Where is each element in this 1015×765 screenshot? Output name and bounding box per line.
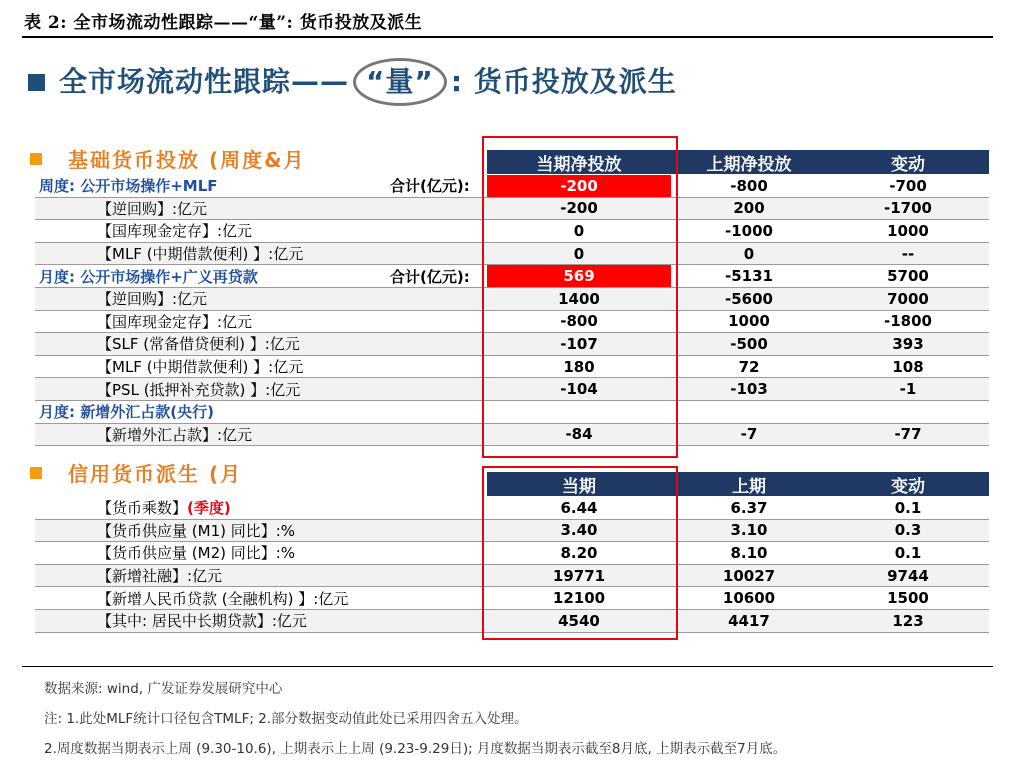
value-change: 9744 [887, 566, 929, 585]
row-label [97, 587, 348, 609]
footnote-1: 注: 1.此处MLF统计口径包含TMLF; 2.部分数据变动值此处已采用四舍五入处理。 [44, 711, 528, 727]
value-change: 7000 [887, 289, 929, 308]
row-label-text: 【货币供应量 (M1) 同比】:% [97, 521, 296, 540]
value-previous: -1000 [725, 221, 773, 240]
value-change: 393 [892, 334, 924, 353]
row-label-text: 【新增人民币贷款 (全融机构) 】:亿元 [97, 589, 349, 608]
value-current: 8.20 [560, 543, 598, 562]
row-label [97, 243, 303, 265]
value-change: 123 [892, 611, 924, 630]
row-label-text: 月度: 公开市场操作+广义再贷款 [39, 267, 258, 286]
column-header-change: 变动 [827, 150, 989, 174]
value-previous: 6.37 [730, 498, 768, 517]
highlight-box-current-period [482, 136, 678, 458]
value-previous: 4417 [728, 611, 770, 630]
value-current: -200 [560, 199, 598, 218]
row-label [39, 175, 218, 197]
value-previous [671, 401, 827, 423]
value-previous: -5600 [725, 289, 773, 308]
column-header-current: 当期净投放 [487, 150, 671, 174]
row-label [97, 610, 307, 632]
row-label-text: 月度: 新增外汇占款(央行) [39, 403, 214, 422]
highlight-box-current-period [482, 466, 678, 640]
value-change: -77 [894, 425, 922, 444]
row-label [97, 378, 300, 400]
row-label-text: 【其中: 居民中长期贷款】:亿元 [97, 612, 307, 631]
value-change [827, 401, 989, 423]
row-label-text: 【国库现金定存】:亿元 [97, 222, 253, 241]
row-label [97, 288, 207, 310]
section-title: 信用货币派生 (月 [68, 462, 243, 486]
column-header-change: 变动 [827, 472, 989, 496]
value-current: 569 [487, 265, 671, 287]
value-previous: 8.10 [730, 543, 768, 562]
value-change: 0.1 [894, 543, 922, 562]
value-previous: 200 [733, 199, 765, 218]
value-change: 0.3 [894, 521, 922, 540]
value-change: 1500 [887, 589, 929, 608]
value-current: 0 [573, 244, 585, 263]
value-previous: 3.10 [730, 521, 768, 540]
page-title [28, 58, 677, 106]
value-current: 4540 [558, 611, 600, 630]
source-note: 数据来源: wind, 广发证券发展研究中心 [44, 681, 283, 697]
title-prefix: 全市场流动性跟踪—— [59, 65, 350, 98]
row-label-qualifier: (季度) [187, 499, 231, 518]
row-label [97, 424, 252, 446]
value-current: -104 [560, 380, 598, 399]
notes-divider [22, 666, 993, 667]
square-bullet-icon [28, 74, 45, 91]
value-current: 0 [573, 221, 585, 240]
row-label-text: 【PSL (抵押补充贷款) 】:亿元 [97, 380, 301, 399]
row-label [97, 333, 300, 355]
value-previous: 0 [743, 244, 755, 263]
value-change: 5700 [887, 267, 929, 286]
row-label-text: 【新增外汇占款】:亿元 [97, 425, 253, 444]
row-label [97, 311, 252, 333]
value-current: 12100 [552, 589, 606, 608]
column-header-previous: 上期 [671, 472, 827, 496]
value-previous: -5131 [725, 267, 773, 286]
row-label [97, 198, 207, 220]
row-label-text: 【货币乘数】 [97, 499, 188, 518]
row-label-text: 【国库现金定存】:亿元 [97, 312, 253, 331]
value-change: 0.1 [894, 498, 922, 517]
row-label [97, 356, 303, 378]
value-current: 19771 [552, 566, 606, 585]
row-label [97, 565, 222, 587]
caption-divider [22, 36, 993, 38]
row-label [97, 497, 231, 519]
section-header-base-money [30, 144, 306, 173]
column-header-previous: 上期净投放 [671, 150, 827, 174]
table-caption: 表 2: 全市场流动性跟踪——“量”: 货币投放及派生 [24, 13, 423, 33]
value-current: -200 [487, 175, 671, 197]
section-title: 基础货币投放 (周度&月 [68, 148, 306, 172]
value-current: 1400 [558, 289, 600, 308]
row-label [39, 401, 214, 423]
row-label-text: 【货币供应量 (M2) 同比】:% [97, 544, 296, 563]
page-title-text [59, 58, 677, 106]
value-previous: 72 [738, 357, 760, 376]
orange-bullet-icon [30, 467, 42, 479]
circled-keyword: “量” [353, 58, 447, 106]
row-label-text: 【逆回购】:亿元 [97, 199, 208, 218]
value-previous: -500 [730, 334, 768, 353]
value-change: 108 [892, 357, 924, 376]
total-label: 合计(亿元): [390, 177, 470, 196]
row-label [97, 520, 295, 542]
row-label-text: 【MLF (中期借款便利) 】:亿元 [97, 245, 304, 264]
total-label: 合计(亿元): [390, 267, 470, 286]
row-label-text: 【逆回购】:亿元 [97, 290, 208, 309]
value-current: 3.40 [560, 521, 598, 540]
value-previous: 10600 [722, 589, 776, 608]
value-current: 180 [563, 357, 595, 376]
value-change: -1800 [884, 312, 932, 331]
value-previous: 10027 [722, 566, 776, 585]
value-current: 6.44 [560, 498, 598, 517]
value-change: -700 [889, 176, 927, 195]
row-label-text: 【SLF (常备借贷便利) 】:亿元 [97, 335, 300, 354]
row-label-text: 【新增社融】:亿元 [97, 567, 223, 586]
row-label-text: 周度: 公开市场操作+MLF [39, 177, 218, 196]
value-previous: 1000 [728, 312, 770, 331]
value-change: -1 [899, 380, 917, 399]
title-suffix: : 货币投放及派生 [450, 65, 677, 98]
value-change: -- [901, 244, 915, 263]
value-current: -84 [565, 425, 593, 444]
orange-bullet-icon [30, 153, 42, 165]
footnote-2: 2.周度数据当期表示上周 (9.30-10.6), 上期表示上上周 (9.23-9.29日); 月度数据当期表示截至8月底, 上期表示截至7月底。 [44, 741, 787, 757]
column-header-current: 当期 [487, 472, 671, 496]
value-current: -800 [560, 312, 598, 331]
row-label [97, 220, 252, 242]
value-change: -1700 [884, 199, 932, 218]
row-label-text: 【MLF (中期借款便利) 】:亿元 [97, 358, 304, 377]
value-previous: -800 [730, 176, 768, 195]
value-previous: -7 [740, 425, 758, 444]
value-previous: -103 [730, 380, 768, 399]
section-header-credit-money [30, 458, 242, 487]
row-label [39, 265, 258, 287]
value-current: -107 [560, 334, 598, 353]
value-change: 1000 [887, 221, 929, 240]
row-label [97, 542, 295, 564]
